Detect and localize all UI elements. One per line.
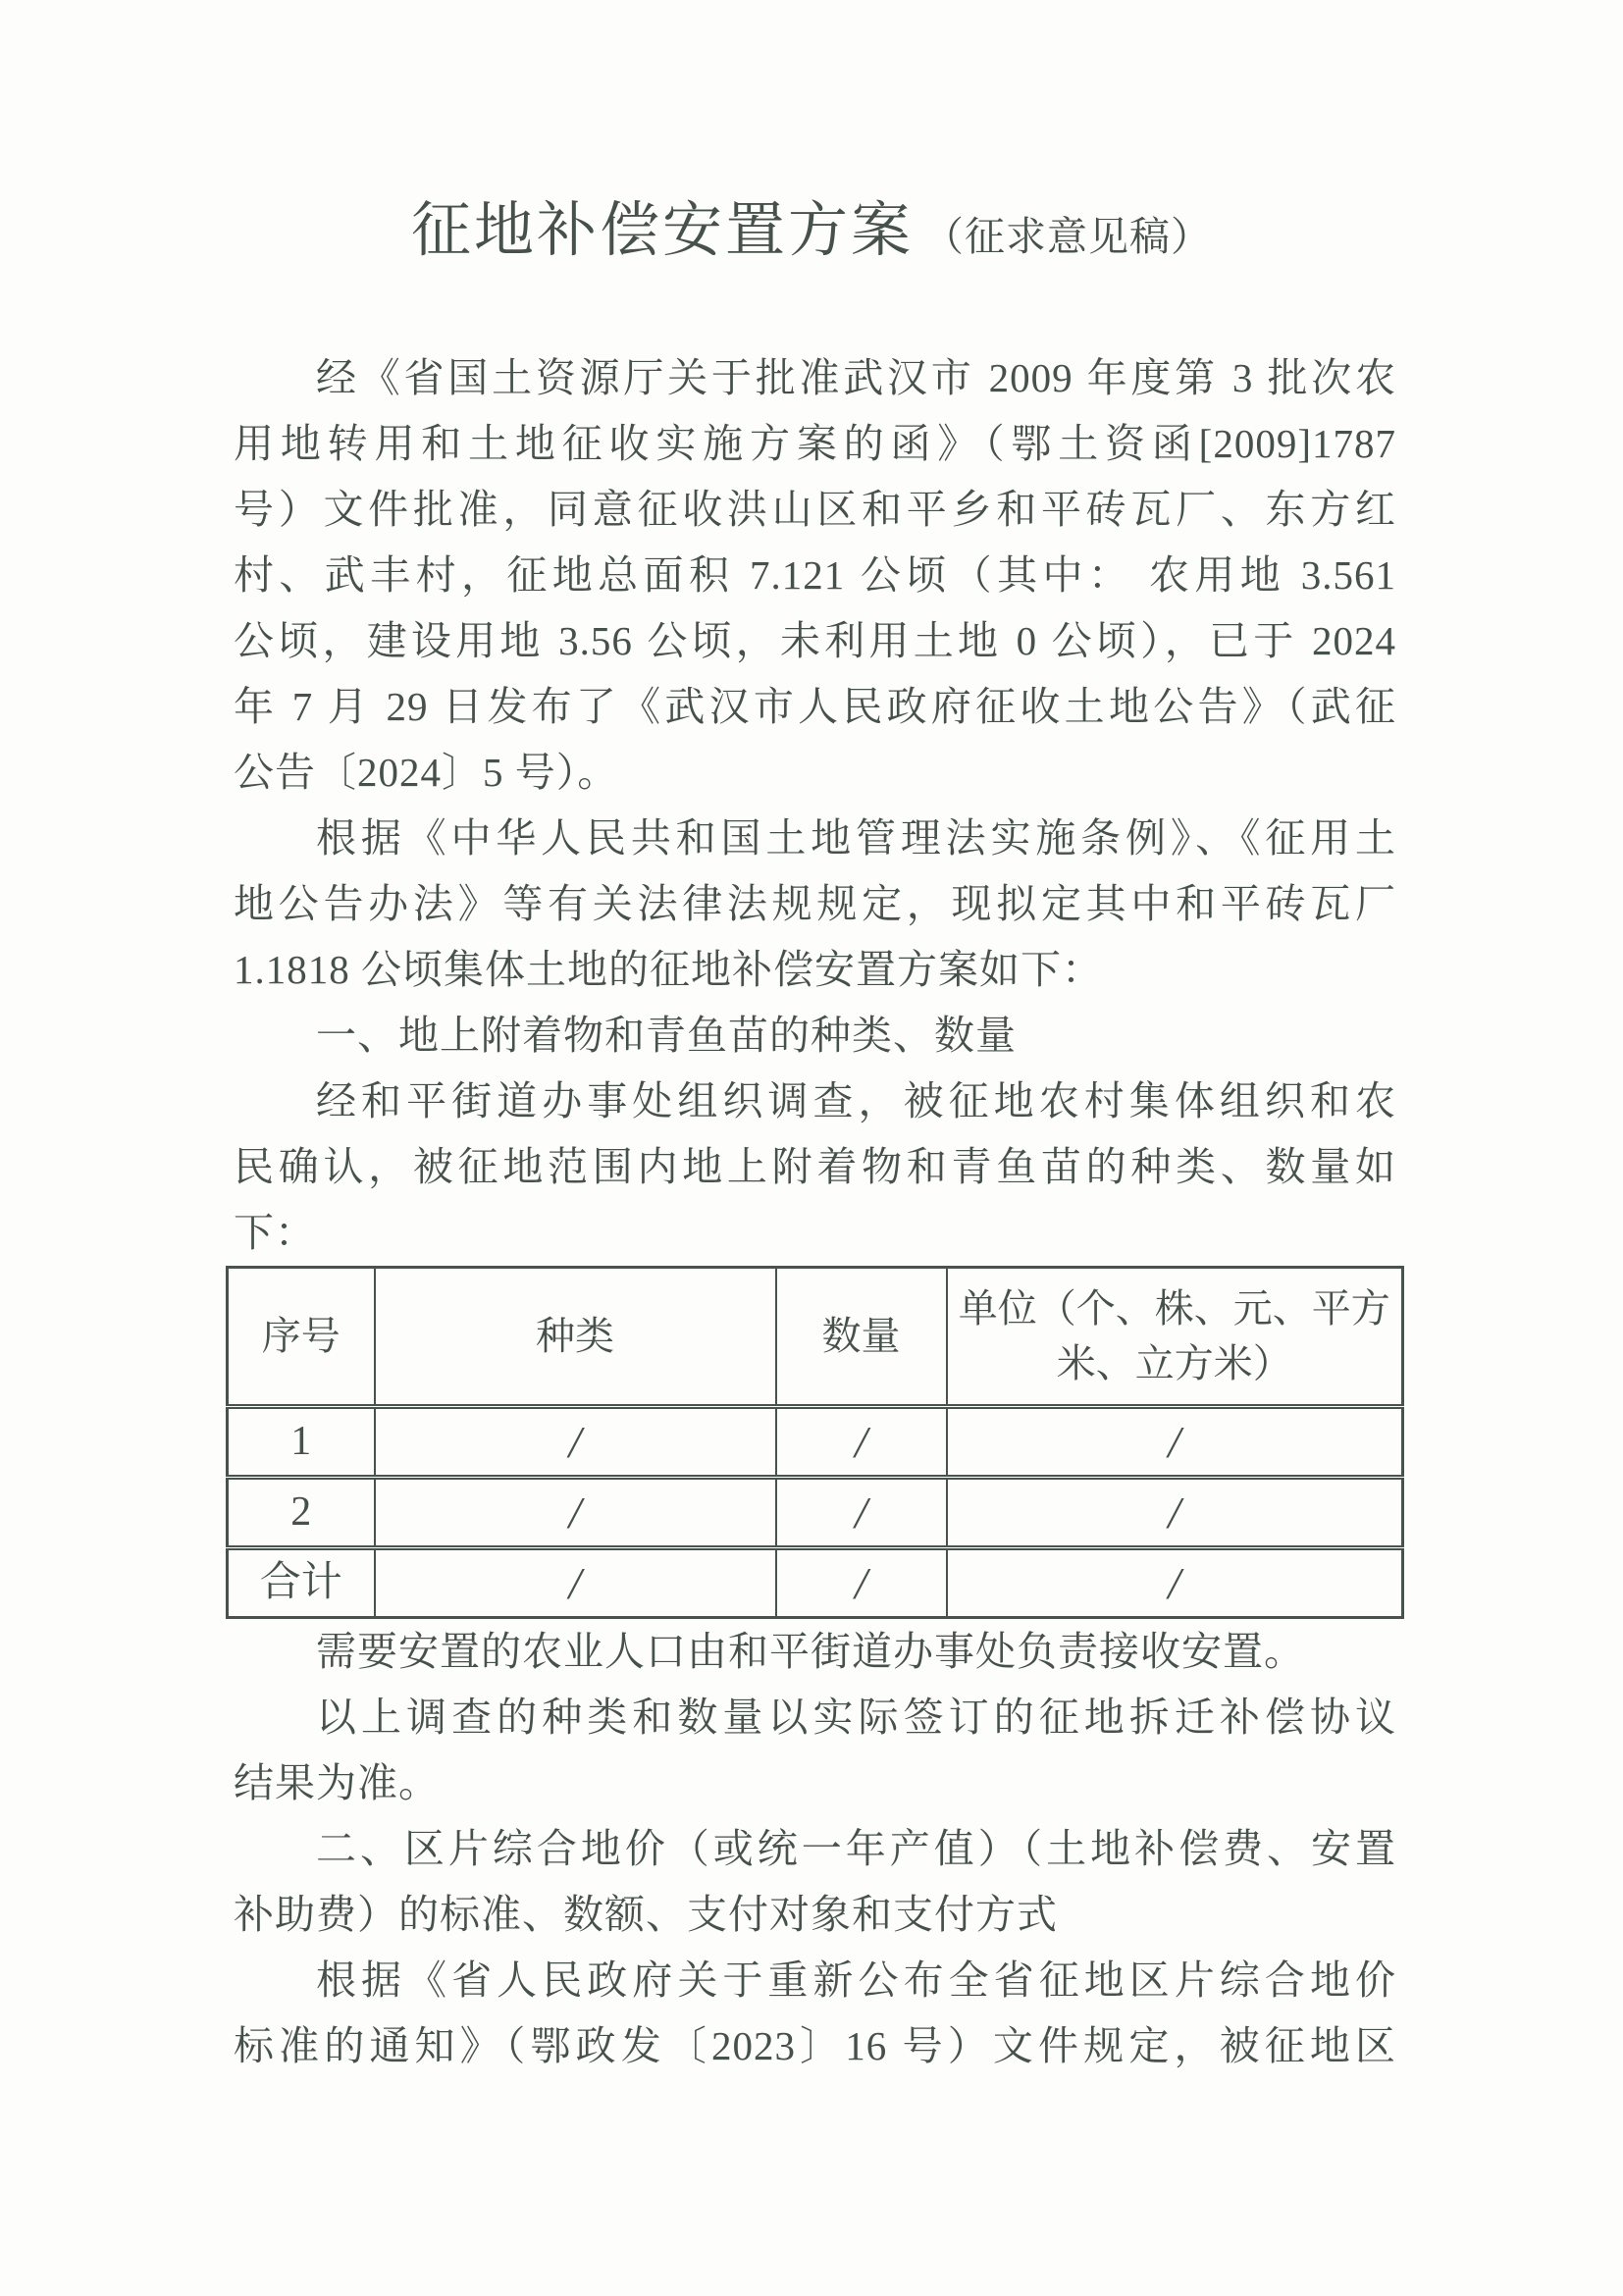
table-cell-qty: / bbox=[776, 1478, 947, 1548]
paragraph-line: 民确认，被征地范围内地上附着物和青鱼苗的种类、数量如 bbox=[234, 1144, 1396, 1189]
paragraph-line: 结果为准。 bbox=[234, 1760, 440, 1805]
paragraph-line: 标准的通知》（鄂政发〔2023〕16 号）文件规定，被征地区 bbox=[234, 2023, 1396, 2068]
paragraph-line: 公告〔2024〕5 号）。 bbox=[234, 750, 619, 795]
table-cell-qty: / bbox=[776, 1548, 947, 1618]
paragraph-line: 以上调查的种类和数量以实际签订的征地拆迁补偿协议 bbox=[316, 1695, 1396, 1740]
paragraph-line: 根据《省人民政府关于重新公布全省征地区片综合地价 bbox=[316, 1957, 1396, 2003]
table-header-kind: 种类 bbox=[375, 1268, 776, 1407]
table-cell-kind: / bbox=[375, 1407, 776, 1478]
section-heading-2-cont: 补助费）的标准、数额、支付对象和支付方式 bbox=[234, 1892, 1058, 1937]
paragraph-line: 下： bbox=[234, 1210, 316, 1255]
table-cell-seq: 1 bbox=[228, 1407, 375, 1478]
table-row bbox=[228, 1478, 1403, 1548]
table-cell-unit: / bbox=[947, 1478, 1403, 1548]
paragraph-line: 号）文件批准，同意征收洪山区和平乡和平砖瓦厂、东方红 bbox=[234, 487, 1396, 532]
table-cell-seq: 合计 bbox=[228, 1548, 375, 1618]
document-title-suffix: （征求意见稿） bbox=[923, 214, 1212, 259]
table-row bbox=[228, 1407, 1403, 1478]
table-cell-seq: 2 bbox=[228, 1478, 375, 1548]
paragraph-line: 经和平街道办事处组织调查，被征地农村集体组织和农 bbox=[316, 1078, 1396, 1123]
table-cell-unit: / bbox=[947, 1548, 1403, 1618]
document-title-text: 征地补偿安置方案 bbox=[410, 198, 914, 264]
section-heading-1: 一、地上附着物和青鱼苗的种类、数量 bbox=[316, 1013, 1017, 1058]
table-total-row bbox=[228, 1548, 1403, 1618]
document-body bbox=[234, 345, 1396, 2079]
paragraph-line: 年 7 月 29 日发布了《武汉市人民政府征收土地公告》（武征 bbox=[234, 684, 1396, 729]
table-cell-kind: / bbox=[375, 1478, 776, 1548]
paragraph-line: 公顷，建设用地 3.56 公顷，未利用土地 0 公顷），已于 2024 bbox=[234, 618, 1396, 663]
paragraph-line: 1.1818 公顷集体土地的征地补偿安置方案如下： bbox=[234, 947, 1103, 992]
section-heading-2: 二、区片综合地价（或统一年产值）（土地补偿费、安置 bbox=[316, 1826, 1396, 1871]
table-cell-unit: / bbox=[947, 1407, 1403, 1478]
paragraph-line: 根据《中华人民共和国土地管理法实施条例》、《征用土 bbox=[316, 815, 1396, 861]
table-cell-kind: / bbox=[375, 1548, 776, 1618]
document-title bbox=[0, 192, 1623, 279]
table-cell-qty: / bbox=[776, 1407, 947, 1478]
table-header-seq: 序号 bbox=[228, 1268, 375, 1407]
paragraph-line: 用地转用和土地征收实施方案的函》（鄂土资函[2009]1787 bbox=[234, 421, 1396, 466]
table-header-unit: 单位（个、株、元、平方米、立方米） bbox=[947, 1268, 1403, 1407]
attachments-quantity-table bbox=[226, 1266, 1404, 1619]
paragraph-line: 需要安置的农业人口由和平街道办事处负责接收安置。 bbox=[316, 1629, 1305, 1674]
table-header-row bbox=[228, 1268, 1403, 1407]
table-header-qty: 数量 bbox=[776, 1268, 947, 1407]
paragraph-line: 地公告办法》等有关法律法规规定，现拟定其中和平砖瓦厂 bbox=[234, 881, 1396, 926]
paragraph-line: 村、武丰村，征地总面积 7.121 公顷（其中： 农用地 3.561 bbox=[234, 552, 1396, 598]
paragraph-line: 经《省国土资源厅关于批准武汉市 2009 年度第 3 批次农 bbox=[316, 355, 1396, 400]
